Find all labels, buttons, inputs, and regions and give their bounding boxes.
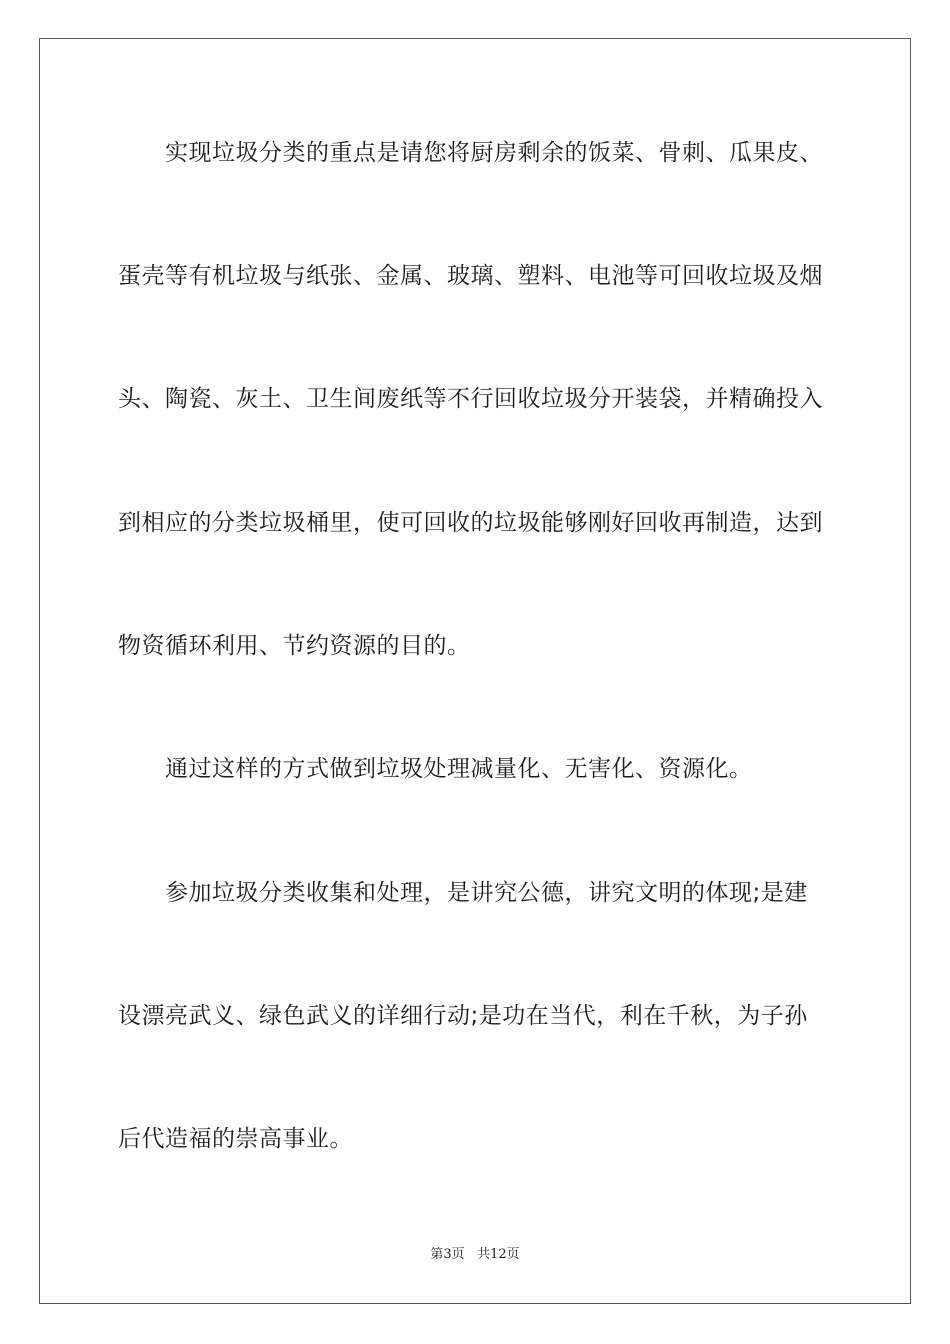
paragraph-1-line-2: 蛋壳等有机垃圾与纸张、金属、玻璃、塑料、电池等可回收垃圾及烟 — [118, 263, 823, 289]
paragraph-2-line-1: 通过这样的方式做到垃圾处理减量化、无害化、资源化。 — [165, 756, 753, 782]
page-number: 第3页 — [430, 1247, 465, 1262]
paragraph-1-line-1: 实现垃圾分类的重点是请您将厨房剩余的饭菜、骨刺、瓜果皮、 — [165, 140, 823, 166]
paragraph-1-line-4: 到相应的分类垃圾桶里，使可回收的垃圾能够刚好回收再制造，达到 — [118, 510, 823, 536]
paragraph-1-line-3: 头、陶瓷、灰土、卫生间废纸等不行回收垃圾分开装袋，并精确投入 — [118, 386, 823, 412]
paragraph-1-line-5: 物资循环利用、节约资源的目的。 — [118, 633, 471, 659]
paragraph-3-line-1: 参加垃圾分类收集和处理，是讲究公德，讲究文明的体现;是建 — [165, 880, 808, 906]
page-border — [39, 38, 911, 1304]
paragraph-3-line-2: 设漂亮武义、绿色武义的详细行动;是功在当代，利在千秋，为子孙 — [118, 1003, 808, 1029]
page-total: 共12页 — [477, 1247, 520, 1262]
page-footer — [0, 1247, 950, 1263]
paragraph-3-line-3: 后代造福的崇高事业。 — [118, 1126, 353, 1152]
